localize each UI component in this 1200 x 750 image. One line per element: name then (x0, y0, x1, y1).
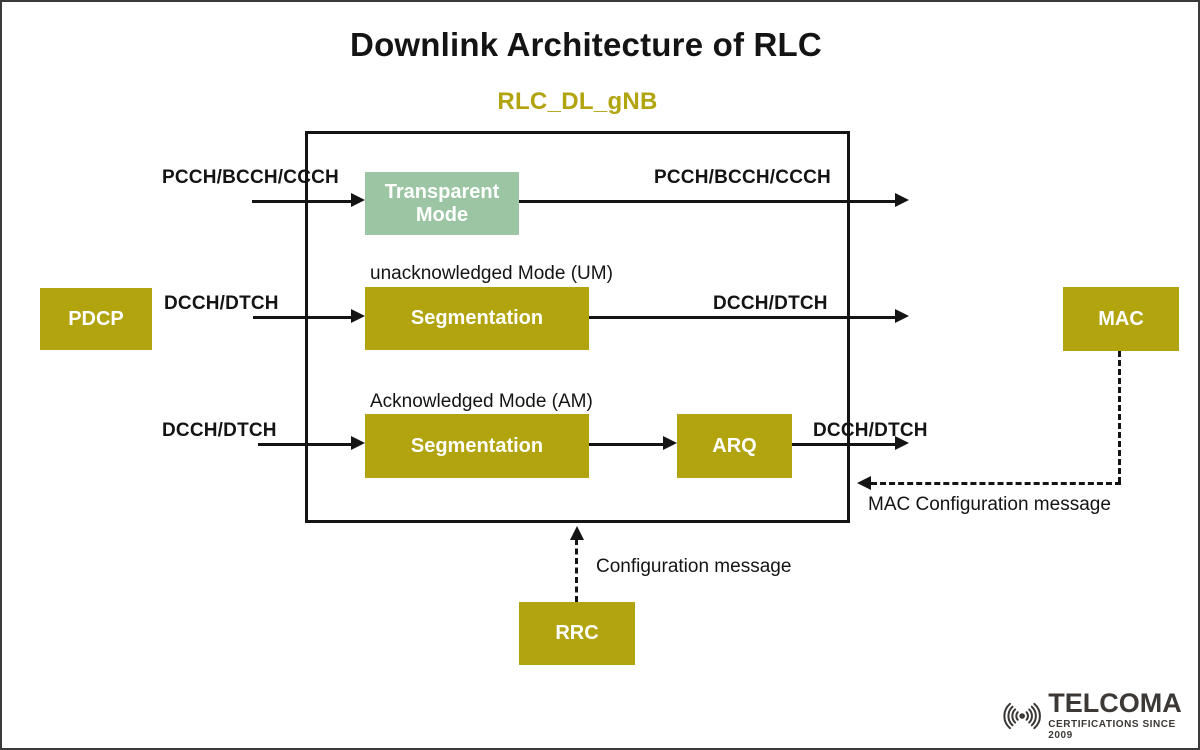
arrow-row2-out-arrowhead (895, 309, 909, 323)
telcoma-logo (999, 690, 1198, 741)
page-title: Downlink Architecture of RLC (350, 26, 822, 63)
arrow-row2-in-line (253, 316, 351, 319)
rlc-container-label: RLC_DL_gNB (497, 88, 658, 115)
channel-label-row1-out: PCCH/BCCH/CCCH (654, 167, 831, 188)
rrc-config-arrowhead (570, 526, 584, 540)
arrow-row1-out-arrowhead (895, 193, 909, 207)
node-rrc-label: RRC (555, 622, 599, 644)
channel-label-row3-in: DCCH/DTCH (162, 420, 277, 441)
arrow-row2-in-arrowhead (351, 309, 365, 323)
mac-config-dashed-vertical-line (1118, 351, 1121, 483)
node-transparent-mode (365, 172, 519, 235)
rrc-config-dashed-line (575, 539, 578, 602)
arrow-row3-in-arrowhead (351, 436, 365, 450)
node-segmentation-am (365, 414, 589, 478)
node-transparent-mode-label: Transparent Mode (384, 180, 500, 226)
rrc-config-message-label: Configuration message (596, 556, 792, 577)
node-segmentation-um-label: Segmentation (410, 307, 544, 329)
logo-name: TELCOMA (1048, 688, 1182, 718)
mac-config-arrowhead (857, 476, 871, 490)
node-arq-label: ARQ (712, 434, 757, 457)
node-mac-label: MAC (1098, 307, 1144, 330)
channel-label-row2-out: DCCH/DTCH (713, 293, 828, 314)
arrow-row1-in-line (252, 200, 351, 203)
mode-label-um: unacknowledged Mode (UM) (370, 263, 613, 284)
node-segmentation-um (365, 287, 589, 350)
arrow-row1-out-line (519, 200, 895, 203)
arrow-seg-to-arq-arrowhead (663, 436, 677, 450)
channel-label-row2-in: DCCH/DTCH (164, 293, 279, 314)
node-segmentation-am-label: Segmentation (410, 434, 544, 457)
channel-label-row3-out: DCCH/DTCH (813, 420, 928, 441)
arrow-seg-to-arq-line (589, 443, 663, 446)
radio-waves-icon (999, 699, 1045, 733)
node-pdcp (40, 288, 152, 350)
mode-label-am: Acknowledged Mode (AM) (370, 391, 593, 412)
node-mac (1063, 287, 1179, 351)
arrow-row3-out-line (792, 443, 895, 446)
logo-text-block (1048, 690, 1198, 741)
mac-config-message-label: MAC Configuration message (868, 494, 1111, 515)
arrow-row2-out-line (589, 316, 895, 319)
node-pdcp-label: PDCP (68, 307, 124, 330)
mac-config-dashed-horizontal-line (871, 482, 1121, 485)
node-arq (677, 414, 792, 478)
logo-tagline: CERTIFICATIONS SINCE 2009 (1048, 719, 1176, 741)
node-rrc (519, 602, 635, 665)
arrow-row3-in-line (258, 443, 351, 446)
channel-label-row1-in: PCCH/BCCH/CCCH (162, 167, 339, 188)
arrow-row1-in-arrowhead (351, 193, 365, 207)
